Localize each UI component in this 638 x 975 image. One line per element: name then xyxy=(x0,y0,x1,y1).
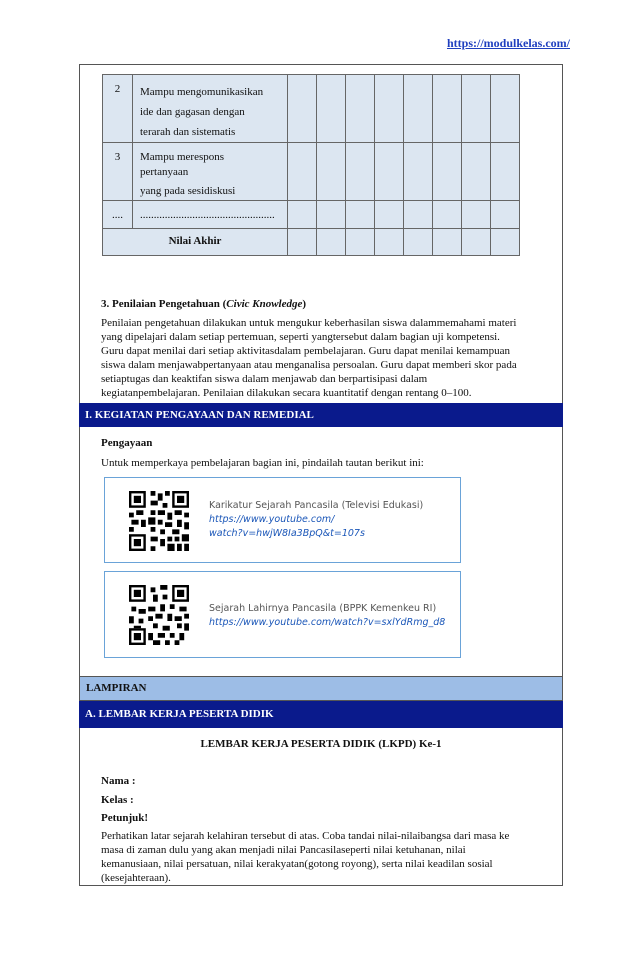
score-cell xyxy=(375,201,404,229)
site-url-link[interactable]: https://modulkelas.com/ xyxy=(446,36,570,50)
video-url-line[interactable]: https://www.youtube.com/ xyxy=(209,514,335,525)
row-number: 2 xyxy=(103,75,133,143)
score-cell xyxy=(491,229,520,256)
title-suffix: ) xyxy=(302,298,307,310)
kelas-label: Kelas : xyxy=(101,794,134,806)
lampiran-header: LAMPIRAN xyxy=(79,676,563,701)
pengayaan-text: Untuk memperkaya pembelajaran bagian ini, pindailah tautan berikut ini: xyxy=(101,457,424,469)
score-cell xyxy=(491,75,520,143)
knowledge-assessment-title xyxy=(101,297,306,311)
paragraph-line: kegiatanpembelajaran. Penilaian dilakukan secara kuantitatif dengan rentang 0–100. xyxy=(101,387,472,399)
video-title: Karikatur Sejarah Pancasila (Televisi Edukasi) xyxy=(209,500,424,511)
score-cell xyxy=(288,229,317,256)
paragraph-line: setiaptugas dan keaktifan siswa dalam menjawab dan berpartisipasi dalam xyxy=(101,373,428,385)
score-cell xyxy=(491,143,520,201)
criteria-line: pertanyaan xyxy=(140,166,189,178)
score-cell xyxy=(462,75,491,143)
title-prefix: 3. Penilaian Pengetahuan ( xyxy=(101,298,227,310)
score-cell xyxy=(375,75,404,143)
criteria-line: Mampu mengomunikasikan xyxy=(140,86,264,98)
section-i-header: I. KEGIATAN PENGAYAAN DAN REMEDIAL xyxy=(79,403,563,427)
score-cell xyxy=(317,143,346,201)
video-link-text xyxy=(209,602,445,630)
video-link-text xyxy=(209,499,423,541)
video-title: Sejarah Lahirnya Pancasila (BPPK Kemenkeu RI) xyxy=(209,603,437,614)
score-cell xyxy=(433,75,462,143)
nama-label: Nama : xyxy=(101,775,136,787)
score-cell xyxy=(404,229,433,256)
score-cell xyxy=(433,143,462,201)
score-cell xyxy=(317,75,346,143)
video-link-card[interactable] xyxy=(104,477,461,563)
score-cell xyxy=(317,229,346,256)
score-cell xyxy=(462,201,491,229)
lkpd-title: LEMBAR KERJA PESERTA DIDIK (LKPD) Ke-1 xyxy=(200,738,442,750)
score-cell xyxy=(375,143,404,201)
criteria-cell xyxy=(133,143,288,201)
criteria-cell xyxy=(133,75,288,143)
score-cell xyxy=(288,201,317,229)
section-a-header: A. LEMBAR KERJA PESERTA DIDIK xyxy=(79,701,563,728)
paragraph-line: siswa dalam menjawabpertanyaan atau menganalisa persoalan. Guru dapat memberi skor pada xyxy=(101,359,517,371)
qr-code-icon xyxy=(129,491,189,551)
criteria-line: ................................................. xyxy=(140,209,275,221)
score-cell xyxy=(404,143,433,201)
score-cell xyxy=(404,201,433,229)
criteria-line: Mampu merespons xyxy=(140,151,225,163)
score-cell xyxy=(346,143,375,201)
score-cell xyxy=(462,229,491,256)
petunjuk-label: Petunjuk! xyxy=(101,812,149,824)
score-cell xyxy=(491,201,520,229)
score-cell xyxy=(433,201,462,229)
paragraph-line: kemanusiaan, nilai persatuan, nilai kerakyatan(gotong royong), serta nilai keadilan sosial xyxy=(101,858,493,870)
criteria-line: terarah dan sistematis xyxy=(140,126,236,138)
title-italic: Civic Knowledge xyxy=(226,298,303,310)
score-cell xyxy=(375,229,404,256)
score-cell xyxy=(288,75,317,143)
row-number: 3 xyxy=(103,143,133,201)
row-number: .... xyxy=(103,201,133,229)
score-cell xyxy=(288,143,317,201)
criteria-cell xyxy=(133,201,288,229)
qr-code-icon xyxy=(129,585,189,645)
paragraph-line: masa di zaman dulu yang akan menjadi nilai Pancasilaseperti nilai ketuhanan, nilai xyxy=(101,844,466,856)
score-cell xyxy=(346,75,375,143)
paragraph-line: Guru dapat menilai dari setiap aktivitasdalam pembelajaran. Guru dapat menilai kemampuan xyxy=(101,345,510,357)
paragraph-line: Perhatikan latar sejarah kelahiran tersebut di atas. Coba tandai nilai-nilaibangsa dari masa ke xyxy=(101,830,510,842)
paragraph-line: yang dipelajari dalam setiap pertemuan, seperti yangtersebut dalam bagian uji kompetensi. xyxy=(101,331,500,343)
table-row xyxy=(103,229,520,256)
final-score-label: Nilai Akhir xyxy=(103,229,288,256)
score-cell xyxy=(346,229,375,256)
score-cell xyxy=(404,75,433,143)
video-link-card[interactable] xyxy=(104,571,461,658)
score-cell xyxy=(346,201,375,229)
criteria-line: ide dan gagasan dengan xyxy=(140,106,245,118)
paragraph-line: (kesejahteraan). xyxy=(101,872,171,884)
paragraph-line: Penilaian pengetahuan dilakukan untuk mengukur keberhasilan siswa dalammemahami materi xyxy=(101,317,517,329)
table-row xyxy=(103,201,520,229)
video-url-line[interactable]: https://www.youtube.com/watch?v=sxlYdRmg_d8 xyxy=(209,617,446,628)
score-cell xyxy=(433,229,462,256)
score-cell xyxy=(317,201,346,229)
criteria-line: yang pada sesidiskusi xyxy=(140,185,236,197)
pengayaan-title: Pengayaan xyxy=(101,437,153,449)
table-row xyxy=(103,143,520,201)
video-url-line[interactable]: watch?v=hwjW8Ia3BpQ&t=107s xyxy=(209,528,365,539)
instruction-paragraph xyxy=(101,829,509,885)
score-cell xyxy=(462,143,491,201)
knowledge-paragraph xyxy=(101,316,517,400)
assessment-rubric-table xyxy=(102,74,520,256)
table-row xyxy=(103,75,520,143)
